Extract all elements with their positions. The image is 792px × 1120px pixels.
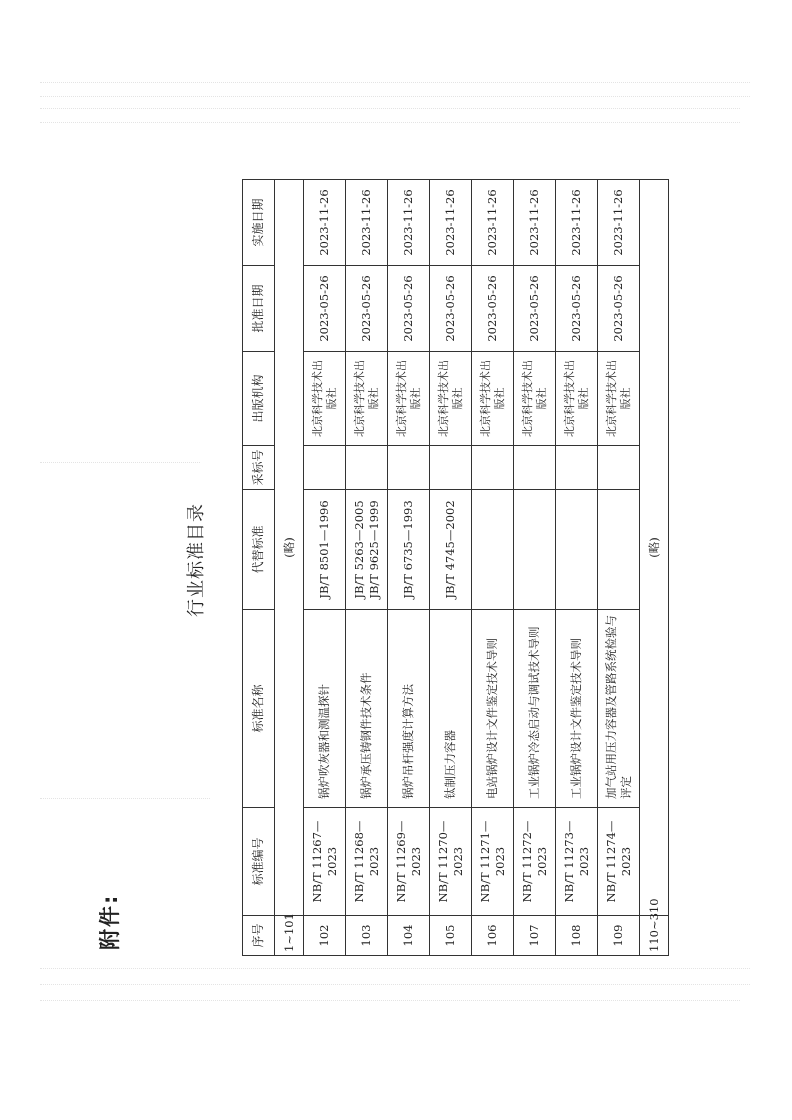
cell-adopted [514, 446, 556, 490]
cell-seq: 107 [514, 916, 556, 956]
cell-approved: 2023-05-26 [346, 266, 388, 352]
document-sheet [86, 60, 706, 1060]
cell-replaces [304, 490, 346, 610]
cell-name: 锅炉吹灰器和测温探针 [304, 610, 346, 808]
header-code: 标准编号 [243, 808, 275, 916]
cell-seq: 103 [346, 916, 388, 956]
cell-effective: 2023-11-26 [304, 180, 346, 266]
header-effective: 实施日期 [243, 180, 275, 266]
cell-seq: 102 [304, 916, 346, 956]
cell-publisher: 北京科学技术出版社 [514, 352, 556, 446]
cell-approved: 2023-05-26 [388, 266, 430, 352]
replaced-standard: JB/T 5263—2005 [352, 500, 367, 599]
cell-effective: 2023-11-26 [346, 180, 388, 266]
table-row [346, 180, 388, 956]
cell-adopted [556, 446, 598, 490]
table-row [598, 180, 640, 956]
cell-adopted [472, 446, 514, 490]
replaced-standard: JB/T 4745—2002 [443, 500, 458, 599]
table-row [556, 180, 598, 956]
cell-replaces [472, 490, 514, 610]
cell-seq: 106 [472, 916, 514, 956]
table-row [304, 180, 346, 956]
cell-publisher: 北京科学技术出版社 [598, 352, 640, 446]
cell-code: NB/T 11271—2023 [472, 808, 514, 916]
cell-approved: 2023-05-26 [472, 266, 514, 352]
cell-code: NB/T 11268—2023 [346, 808, 388, 916]
cell-code: NB/T 11273—2023 [556, 808, 598, 916]
cell-approved: 2023-05-26 [556, 266, 598, 352]
standards-table [242, 179, 669, 956]
cell-seq: 104 [388, 916, 430, 956]
cell-adopted [304, 446, 346, 490]
cell-effective: 2023-11-26 [556, 180, 598, 266]
cell-effective: 2023-11-26 [430, 180, 472, 266]
cell-adopted [388, 446, 430, 490]
cell-name: 锅炉吊杆强度计算方法 [388, 610, 430, 808]
cell-name: 工业锅炉设计文件鉴定技术导则 [556, 610, 598, 808]
cell-name: 工业锅炉冷态启动与调试技术导则 [514, 610, 556, 808]
cell-seq: 108 [556, 916, 598, 956]
cell-effective: 2023-11-26 [388, 180, 430, 266]
cell-code: NB/T 11269—2023 [388, 808, 430, 916]
cell-replaces [430, 490, 472, 610]
header-publisher: 出版机构 [243, 352, 275, 446]
cell-name: 钛制压力容器 [430, 610, 472, 808]
cell-approved: 2023-05-26 [430, 266, 472, 352]
replaced-standard: JB/T 6735—1993 [401, 500, 416, 599]
table-row [472, 180, 514, 956]
table-row [388, 180, 430, 956]
replaced-standard: JB/T 8501—1996 [317, 500, 332, 599]
cell-adopted [346, 446, 388, 490]
range-seq: 110~310 [640, 916, 669, 956]
cell-replaces [556, 490, 598, 610]
cell-effective: 2023-11-26 [472, 180, 514, 266]
cell-approved: 2023-05-26 [598, 266, 640, 352]
table-range-row [275, 180, 304, 956]
cell-replaces [598, 490, 640, 610]
cell-code: NB/T 11274—2023 [598, 808, 640, 916]
cell-seq: 109 [598, 916, 640, 956]
cell-publisher: 北京科学技术出版社 [304, 352, 346, 446]
cell-publisher: 北京科学技术出版社 [388, 352, 430, 446]
cell-approved: 2023-05-26 [304, 266, 346, 352]
table-header-row [243, 180, 275, 956]
range-note: (略) [275, 180, 304, 916]
table-row [514, 180, 556, 956]
cell-code: NB/T 11267—2023 [304, 808, 346, 916]
cell-approved: 2023-05-26 [514, 266, 556, 352]
cell-effective: 2023-11-26 [598, 180, 640, 266]
cell-publisher: 北京科学技术出版社 [346, 352, 388, 446]
table-row [430, 180, 472, 956]
cell-replaces [346, 490, 388, 610]
cell-name: 电站锅炉设计文件鉴定技术导则 [472, 610, 514, 808]
cell-name: 加气站用压力容器及管路系统检验与评定 [598, 610, 640, 808]
header-seq: 序号 [243, 916, 275, 956]
header-name: 标准名称 [243, 610, 275, 808]
cell-seq: 105 [430, 916, 472, 956]
page-title: 行业标准目录 [186, 503, 207, 617]
cell-publisher: 北京科学技术出版社 [430, 352, 472, 446]
range-seq: 1~101 [275, 916, 304, 956]
cell-code: NB/T 11270—2023 [430, 808, 472, 916]
cell-name: 锅炉承压铸钢件技术条件 [346, 610, 388, 808]
header-replaces: 代替标准 [243, 490, 275, 610]
cell-publisher: 北京科学技术出版社 [556, 352, 598, 446]
cell-adopted [430, 446, 472, 490]
attachment-label: 附件: [98, 893, 122, 950]
cell-effective: 2023-11-26 [514, 180, 556, 266]
header-approved: 批准日期 [243, 266, 275, 352]
cell-adopted [598, 446, 640, 490]
cell-publisher: 北京科学技术出版社 [472, 352, 514, 446]
table-range-row [640, 180, 669, 956]
header-adopted: 采标号 [243, 446, 275, 490]
replaced-standard: JB/T 9625—1999 [366, 500, 381, 599]
cell-code: NB/T 11272—2023 [514, 808, 556, 916]
range-note: (略) [640, 180, 669, 916]
cell-replaces [514, 490, 556, 610]
cell-replaces [388, 490, 430, 610]
